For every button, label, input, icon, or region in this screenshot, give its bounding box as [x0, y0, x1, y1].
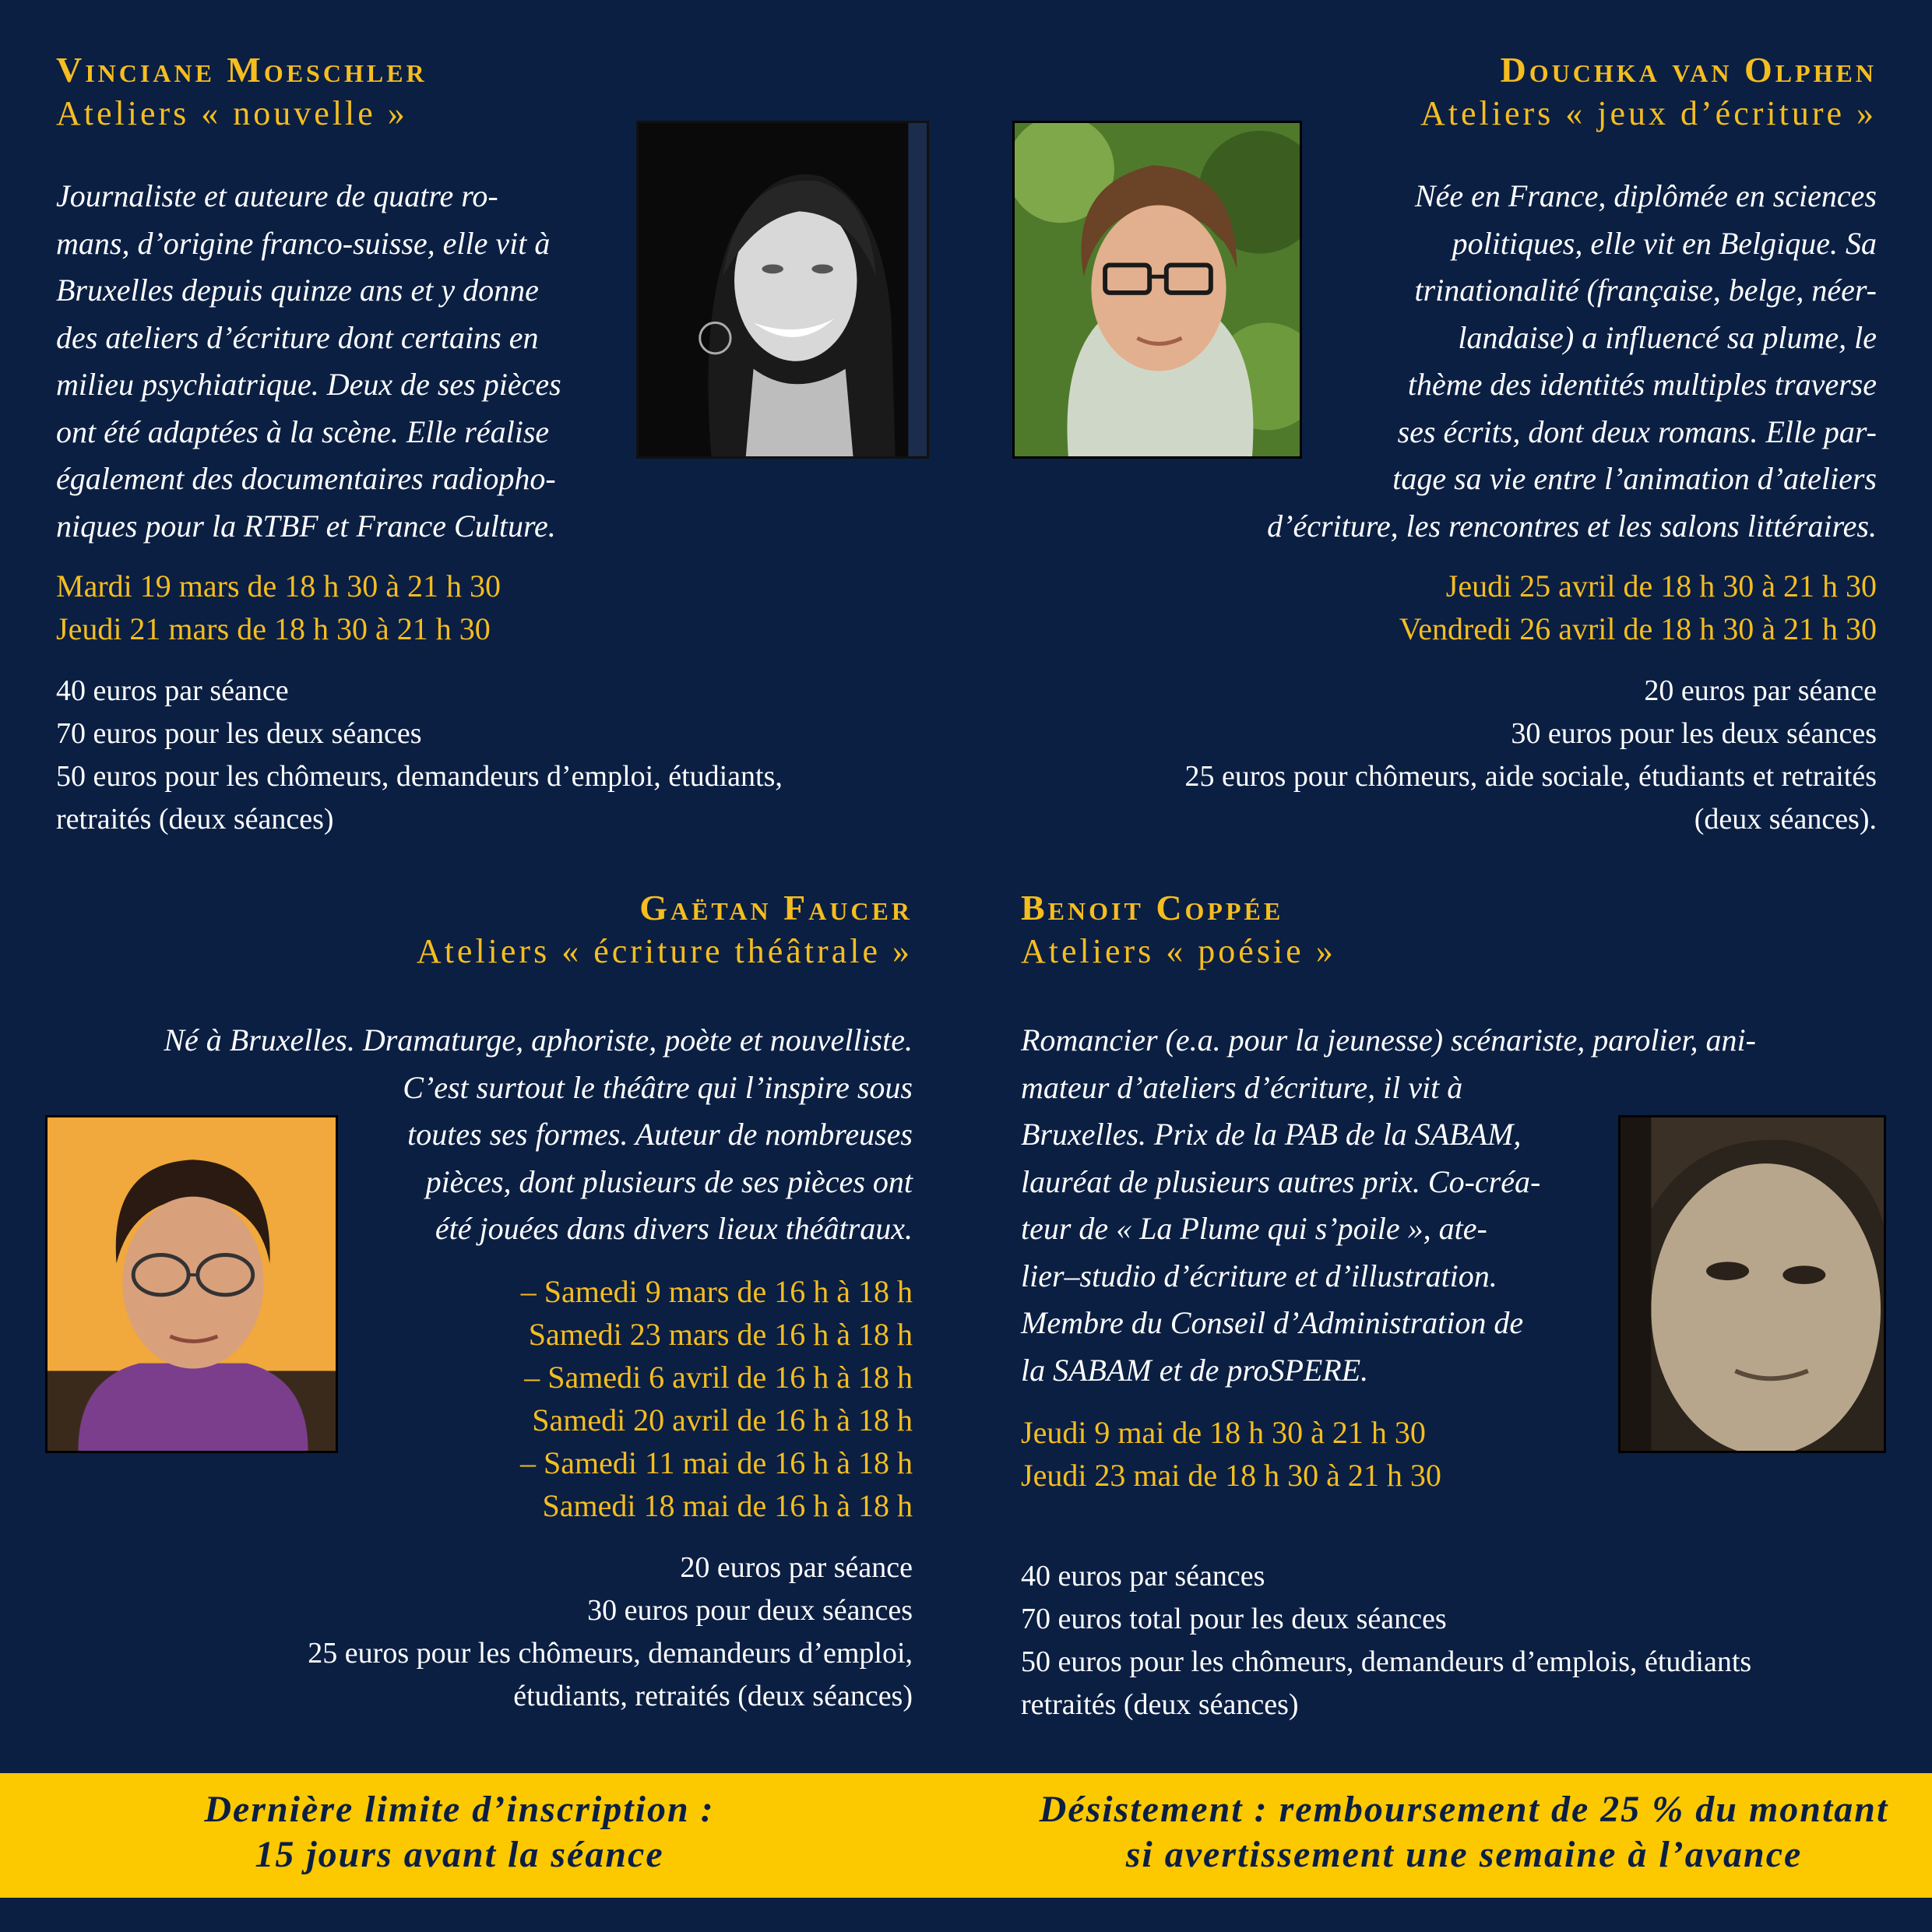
date-line: Vendredi 26 avril de 18 h 30 à 21 h 30	[1399, 611, 1877, 646]
bio-line: Membre du Conseil d’Administration de	[1021, 1305, 1524, 1340]
bio-line: été jouées dans divers lieux théâtraux.	[435, 1211, 913, 1246]
deadline-line: 15 jours avant la séance	[255, 1834, 664, 1875]
coppee-section	[1021, 886, 1877, 973]
date-line: Jeudi 23 mai de 18 h 30 à 21 h 30	[1021, 1458, 1441, 1493]
bio-line: lier–studio d’écriture et d’illustration.	[1021, 1258, 1497, 1293]
faucer-photo	[45, 1115, 338, 1453]
date-line: Mardi 19 mars de 18 h 30 à 21 h 30	[56, 568, 501, 604]
cancellation-line: Désistement : remboursement de 25 % du montant	[1039, 1789, 1889, 1830]
price-list	[1012, 670, 1877, 841]
bio-line: la SABAM et de proSPERE.	[1021, 1352, 1369, 1388]
author-name: Vinciane Moeschler	[56, 50, 428, 90]
registration-deadline	[31, 1787, 888, 1877]
bio-line: thème des identités multiples traverse	[1407, 367, 1877, 402]
bio-line: C’est surtout le théâtre qui l’inspire sous	[403, 1069, 913, 1105]
bio-line: d’écriture, les rencontres et les salons littéraires.	[1267, 508, 1877, 544]
price-line: 25 euros pour les chômeurs, demandeurs d’emploi,	[308, 1636, 913, 1670]
van-olphen-schedule	[1012, 565, 1877, 841]
bio-line: Bruxelles. Prix de la PAB de la SABAM,	[1021, 1117, 1522, 1152]
moeschler-photo	[636, 121, 929, 459]
date-line: Samedi 23 mars de 16 h à 18 h	[528, 1316, 913, 1352]
author-bio	[1012, 173, 1877, 550]
moeschler-schedule	[56, 565, 952, 841]
price-line: 70 euros total pour les deux séances	[1021, 1603, 1447, 1635]
bio-line: politiques, elle vit en Belgique. Sa	[1452, 225, 1877, 261]
price-line: (deux séances).	[1694, 803, 1877, 836]
workshop-title: Ateliers « écriture théâtrale »	[416, 932, 913, 970]
workshop-title: Ateliers « jeux d’écriture »	[1420, 94, 1877, 132]
bio-line: des ateliers d’écriture dont certains en	[56, 319, 539, 355]
bio-line: toutes ses formes. Auteur de nombreuses	[407, 1117, 913, 1152]
registration-info-bar	[0, 1773, 1932, 1898]
date-line: Jeudi 25 avril de 18 h 30 à 21 h 30	[1445, 568, 1877, 604]
bio-line: Née en France, diplômée en sciences	[1414, 178, 1877, 213]
date-line: Samedi 20 avril de 16 h à 18 h	[532, 1402, 913, 1438]
date-line: – Samedi 11 mai de 16 h à 18 h	[520, 1445, 913, 1480]
bio-line: tage sa vie entre l’animation d’ateliers	[1392, 461, 1877, 496]
bio-line: niques pour la RTBF et France Culture.	[56, 508, 556, 544]
date-line: Jeudi 9 mai de 18 h 30 à 21 h 30	[1021, 1415, 1426, 1450]
bio-line: ses écrits, dont deux romans. Elle par-	[1397, 413, 1877, 449]
author-bio	[56, 173, 632, 550]
workshop-title: Ateliers « nouvelle »	[56, 94, 408, 132]
date-line: Jeudi 21 mars de 18 h 30 à 21 h 30	[56, 611, 491, 646]
deadline-line: Dernière limite d’inscription :	[204, 1789, 715, 1830]
price-line: 50 euros pour les chômeurs, demandeurs d’emplois, étudiants	[1021, 1645, 1752, 1678]
coppee-photo	[1618, 1115, 1886, 1453]
bio-line: trinationalité (française, belge, néer-	[1414, 273, 1877, 308]
bio-line: également des documentaires radiopho-	[56, 461, 556, 496]
bio-line: Né à Bruxelles. Dramaturge, aphoriste, poète et nouvelliste.	[164, 1022, 913, 1057]
date-line: – Samedi 9 mars de 16 h à 18 h	[520, 1273, 913, 1309]
price-line: retraités (deux séances)	[56, 803, 334, 836]
faucer-section	[56, 886, 913, 973]
price-line: 20 euros par séance	[680, 1550, 913, 1584]
price-list	[56, 1547, 913, 1718]
price-line: 50 euros pour les chômeurs, demandeurs d’emploi, étudiants,	[56, 760, 783, 793]
author-name: Douchka van Olphen	[1500, 50, 1877, 90]
cancellation-line: si avertissement une semaine à l’avance	[1125, 1834, 1803, 1875]
session-dates	[1012, 565, 1877, 650]
bio-line: Bruxelles depuis quinze ans et y donne	[56, 273, 539, 308]
price-list	[56, 670, 952, 841]
author-name: Benoit Coppée	[1021, 888, 1284, 927]
date-line: – Samedi 6 avril de 16 h à 18 h	[524, 1359, 913, 1395]
bio-line: Journaliste et auteure de quatre ro-	[56, 178, 498, 213]
session-dates	[56, 565, 952, 650]
price-list	[1021, 1555, 1877, 1726]
bio-line: teur de « La Plume qui s’poile », ate-	[1021, 1211, 1487, 1246]
price-line: 25 euros pour chômeurs, aide sociale, étudiants et retraités	[1184, 760, 1877, 793]
bio-line: ont été adaptées à la scène. Elle réalise	[56, 413, 550, 449]
price-line: 20 euros par séance	[1644, 674, 1877, 707]
bio-line: milieu psychiatrique. Deux de ses pièces	[56, 367, 561, 402]
price-line: 30 euros pour les deux séances	[1511, 717, 1877, 750]
bio-line: mans, d’origine franco-suisse, elle vit à	[56, 225, 551, 261]
bio-line: Romancier (e.a. pour la jeunesse) scénariste, parolier, ani-	[1021, 1022, 1756, 1057]
bio-line: landaise) a influencé sa plume, le	[1458, 319, 1877, 355]
bio-line: pièces, dont plusieurs de ses pièces ont	[425, 1163, 913, 1199]
moeschler-body	[56, 173, 632, 550]
price-line: 40 euros par séances	[1021, 1560, 1265, 1592]
price-line: retraités (deux séances)	[1021, 1688, 1299, 1721]
price-line: 40 euros par séance	[56, 674, 289, 707]
author-name: Gaëtan Faucer	[639, 888, 913, 927]
van-olphen-body	[1012, 173, 1877, 550]
bio-line: mateur d’ateliers d’écriture, il vit à	[1021, 1069, 1463, 1105]
cancellation-policy	[1005, 1787, 1923, 1877]
bio-line: lauréat de plusieurs autres prix. Co-créa-	[1021, 1163, 1541, 1199]
price-line: étudiants, retraités (deux séances)	[513, 1679, 913, 1712]
date-line: Samedi 18 mai de 16 h à 18 h	[542, 1487, 913, 1523]
workshop-title: Ateliers « poésie »	[1021, 932, 1336, 970]
price-line: 70 euros pour les deux séances	[56, 717, 422, 750]
price-line: 30 euros pour deux séances	[587, 1593, 913, 1627]
